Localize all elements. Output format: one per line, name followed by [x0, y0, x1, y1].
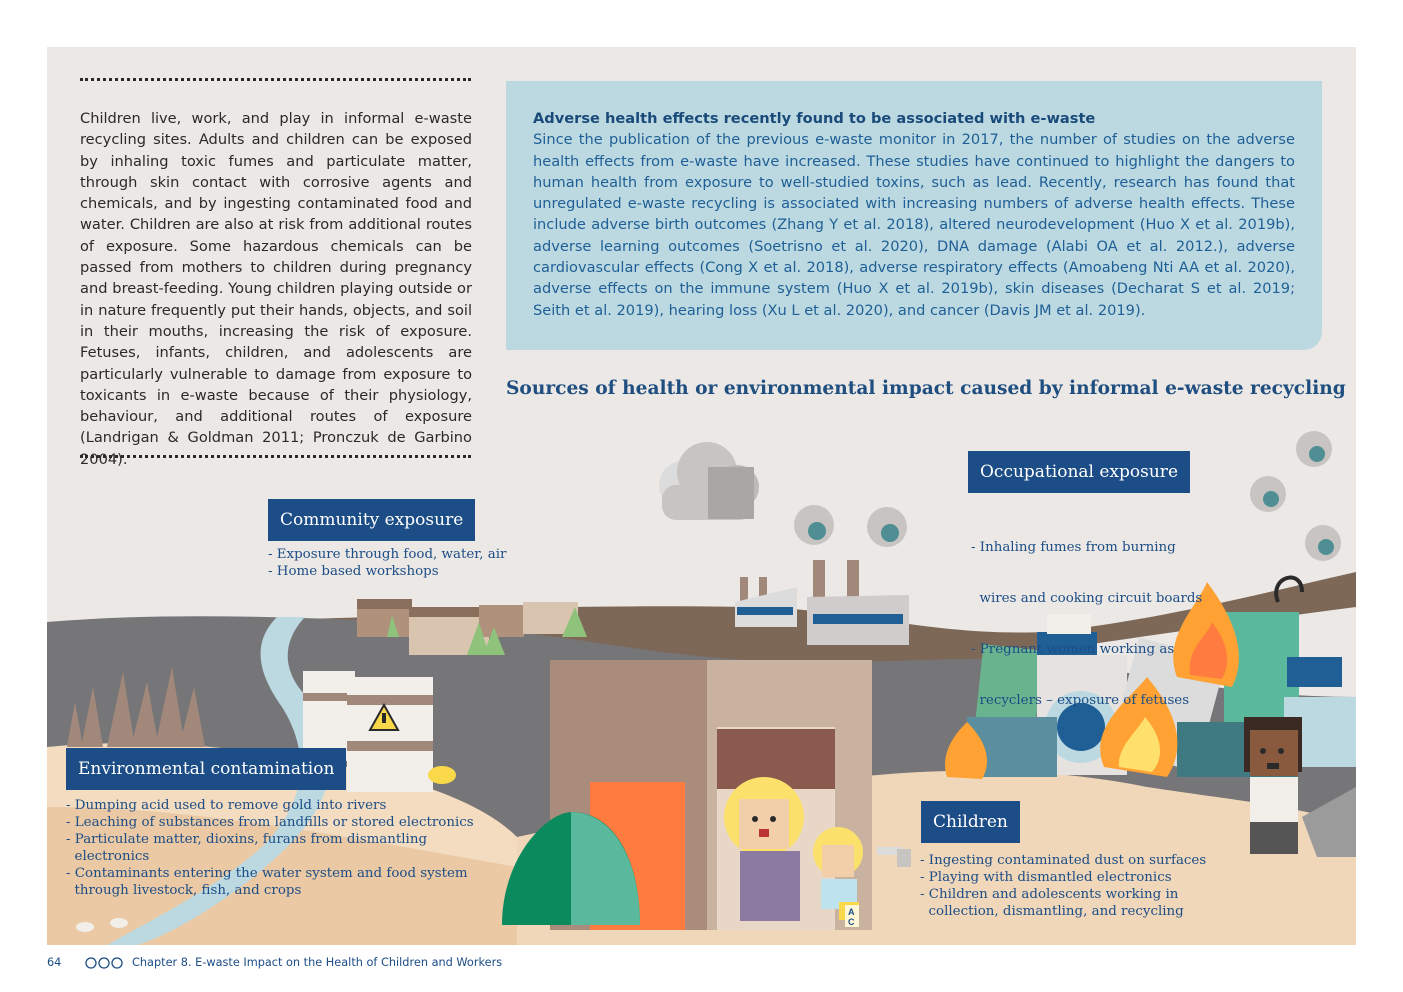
list-item: - Ingesting contaminated dust on surfaces: [920, 853, 1207, 868]
environmental-contamination-label: Environmental contamination: [66, 748, 346, 790]
list-item: - Inhaling fumes from burning: [971, 540, 1176, 555]
divider-top: [80, 78, 471, 81]
intro-paragraph: Children live, work, and play in informal e-waste recycling sites. Adults and children can be exposed by inhaling toxic fumes and particulate matter, through skin contact with corrosive agents and chemicals, and by ingesting contaminated food and water. Children are also at risk from additional routes of exposure. Some hazardous chemicals can be passed from mothers to children during pregnancy and breast-feeding. Young children playing outside or in nature frequently put their hands, objects, and soil in their mouths, increasing the risk of exposure. Fetuses, infants, children, and adolescents are particularly vulnerable to damage from exposure to toxicants in e-waste because of their physiology, behaviour, and additional routes of exposure (Landrigan & Goldman 2011; Pronczuk de Garbino 2004).: [80, 110, 472, 468]
chapter-title: Chapter 8. E-waste Impact on the Health of Children and Workers: [132, 956, 503, 969]
list-item: through livestock, fish, and crops: [66, 883, 302, 898]
callout-title: Adverse health effects recently found to be associated with e-waste: [533, 110, 1096, 127]
community-exposure-label: Community exposure: [268, 499, 475, 541]
list-item: - Home based workshops: [268, 564, 439, 579]
list-item: - Playing with dismantled electronics: [920, 870, 1172, 885]
list-item: - Dumping acid used to remove gold into rivers: [66, 798, 387, 813]
community-exposure-list: [268, 546, 506, 580]
health-effects-callout: [506, 81, 1322, 350]
children-list: [920, 852, 1206, 920]
infographic-title: Sources of health or environmental impact caused by informal e-waste recycling: [506, 378, 1346, 399]
cloud-large: [659, 442, 759, 520]
divider-bottom: [80, 455, 471, 458]
list-item: wires and cooking circuit boards: [971, 591, 1203, 606]
house-center: [502, 660, 872, 930]
occupational-exposure-label: Occupational exposure: [968, 451, 1190, 493]
list-item: collection, dismantling, and recycling: [920, 904, 1184, 919]
toy-block-letter-c: C: [848, 917, 855, 927]
callout-body: Since the publication of the previous e-waste monitor in 2017, the number of studies on the adverse health effects from e-waste have increased. These studies have continued to highlight the dangers to human health from exposure to well-studied toxins, such as lead. Recently, research has found that unregulated e-waste recycling is associated with increasing numbers of adverse health effects. These include adverse birth outcomes (Zhang Y et al. 2018), altered neurodevelopment (Huo X et al. 2019b), adverse learning outcomes (Soetrisno et al. 2020), DNA damage (Alabi OA et al. 2012.), adverse cardiovascular effects (Cong X et al. 2018), adverse respiratory effects (Amoabeng Nti AA et al. 2020), adverse effects on the immune system (Huo X et al. 2019b), skin diseases (Decharat S et al. 2019; Seith et al. 2019), hearing loss (Xu L et al. 2020), and cancer (Davis JM et al. 2019).: [533, 131, 1295, 319]
list-item: - Exposure through food, water, air: [268, 547, 507, 562]
page-number: 64: [47, 956, 62, 969]
list-item: - Particulate matter, dioxins, furans from dismantling: [66, 832, 428, 847]
list-item: electronics: [66, 849, 150, 864]
occupational-exposure-list: [971, 505, 1202, 743]
toy-block-letter-a: A: [848, 907, 855, 917]
content-panel: [47, 47, 1356, 945]
list-item: recyclers – exposure of fetuses: [971, 693, 1190, 708]
list-item: - Contaminants entering the water system and food system: [66, 866, 468, 881]
environmental-contamination-list: [66, 797, 474, 899]
rings-icon: [85, 957, 125, 969]
children-label: Children: [921, 801, 1020, 843]
list-item: - Leaching of substances from landfills or stored electronics: [66, 815, 474, 830]
list-item: - Children and adolescents working in: [920, 887, 1179, 902]
list-item: - Pregnant women working as: [971, 642, 1175, 657]
